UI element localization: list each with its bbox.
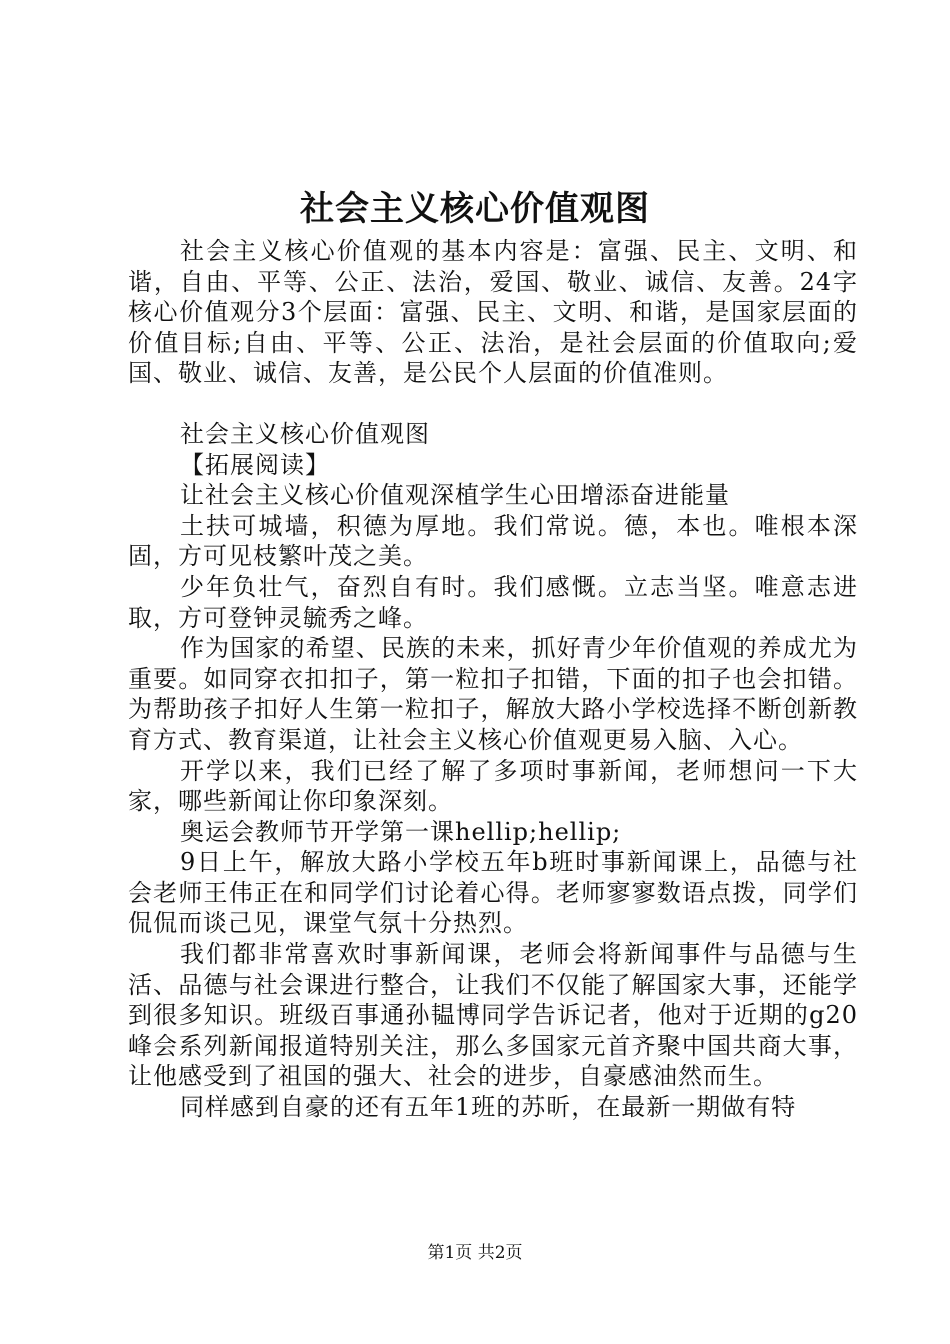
- paragraph-body: 土扶可城墙，积德为厚地。我们常说。德，本也。唯根本深固，方可见枝繁叶茂之美。: [128, 511, 858, 571]
- paragraph-subtitle: 社会主义核心价值观图: [180, 419, 430, 448]
- document-title: 社会主义核心价值观图: [300, 189, 650, 229]
- paragraph-gap: [128, 389, 858, 419]
- paragraph-body: 少年负壮气，奋烈自有时。我们感慨。立志当坚。唯意志进取，方可登钟灵毓秀之峰。: [128, 572, 858, 632]
- paragraph-intro: 社会主义核心价值观的基本内容是：富强、民主、文明、和谐，自由、平等、公正、法治，爱国、敬业、诚信、友善。24字核心价值观分3个层面：富强、民主、文明、和谐，是国家层面的价值目标;自由、平等、公正、法治，是社会层面的价值取向;爱国、敬业、诚信、友善，是公民个人层面的价值准则。: [128, 237, 858, 388]
- paragraph-body: 我们都非常喜欢时事新闻课，老师会将新闻事件与品德与生活、品德与社会课进行整合，让我们不仅能了解国家大事，还能学到很多知识。班级百事通孙韫博同学告诉记者，他对于近期的g20峰会系列新闻报道特别关注，那么多国家元首齐聚中国共商大事，让他感受到了祖国的强大、社会的进步，自豪感油然而生。: [128, 940, 858, 1091]
- paragraph-body: 9日上午，解放大路小学校五年b班时事新闻课上，品德与社会老师王伟正在和同学们讨论着心得。老师寥寥数语点拨，同学们侃侃而谈己见，课堂气氛十分热烈。: [128, 848, 858, 938]
- document-body: [128, 236, 858, 1123]
- paragraph-extended-reading: 【拓展阅读】: [180, 450, 330, 479]
- paragraph-body: 同样感到自豪的还有五年1班的苏昕，在最新一期做有特: [180, 1093, 797, 1122]
- page-number-footer: 第1页 共2页: [427, 1243, 523, 1263]
- paragraph-body: 开学以来，我们已经了解了多项时事新闻，老师想问一下大家，哪些新闻让你印象深刻。: [128, 756, 858, 816]
- paragraph-article-heading: 让社会主义核心价值观深植学生心田增添奋进能量: [180, 481, 730, 510]
- paragraph-body: 作为国家的希望、民族的未来，抓好青少年价值观的养成尤为重要。如同穿衣扣扣子，第一粒扣子扣错，下面的扣子也会扣错。为帮助孩子扣好人生第一粒扣子，解放大路小学校选择不断创新教育方式、教育渠道，让社会主义核心价值观更易入脑、入心。: [128, 634, 858, 754]
- paragraph-body: 奥运会教师节开学第一课hellip;hellip;: [180, 817, 622, 846]
